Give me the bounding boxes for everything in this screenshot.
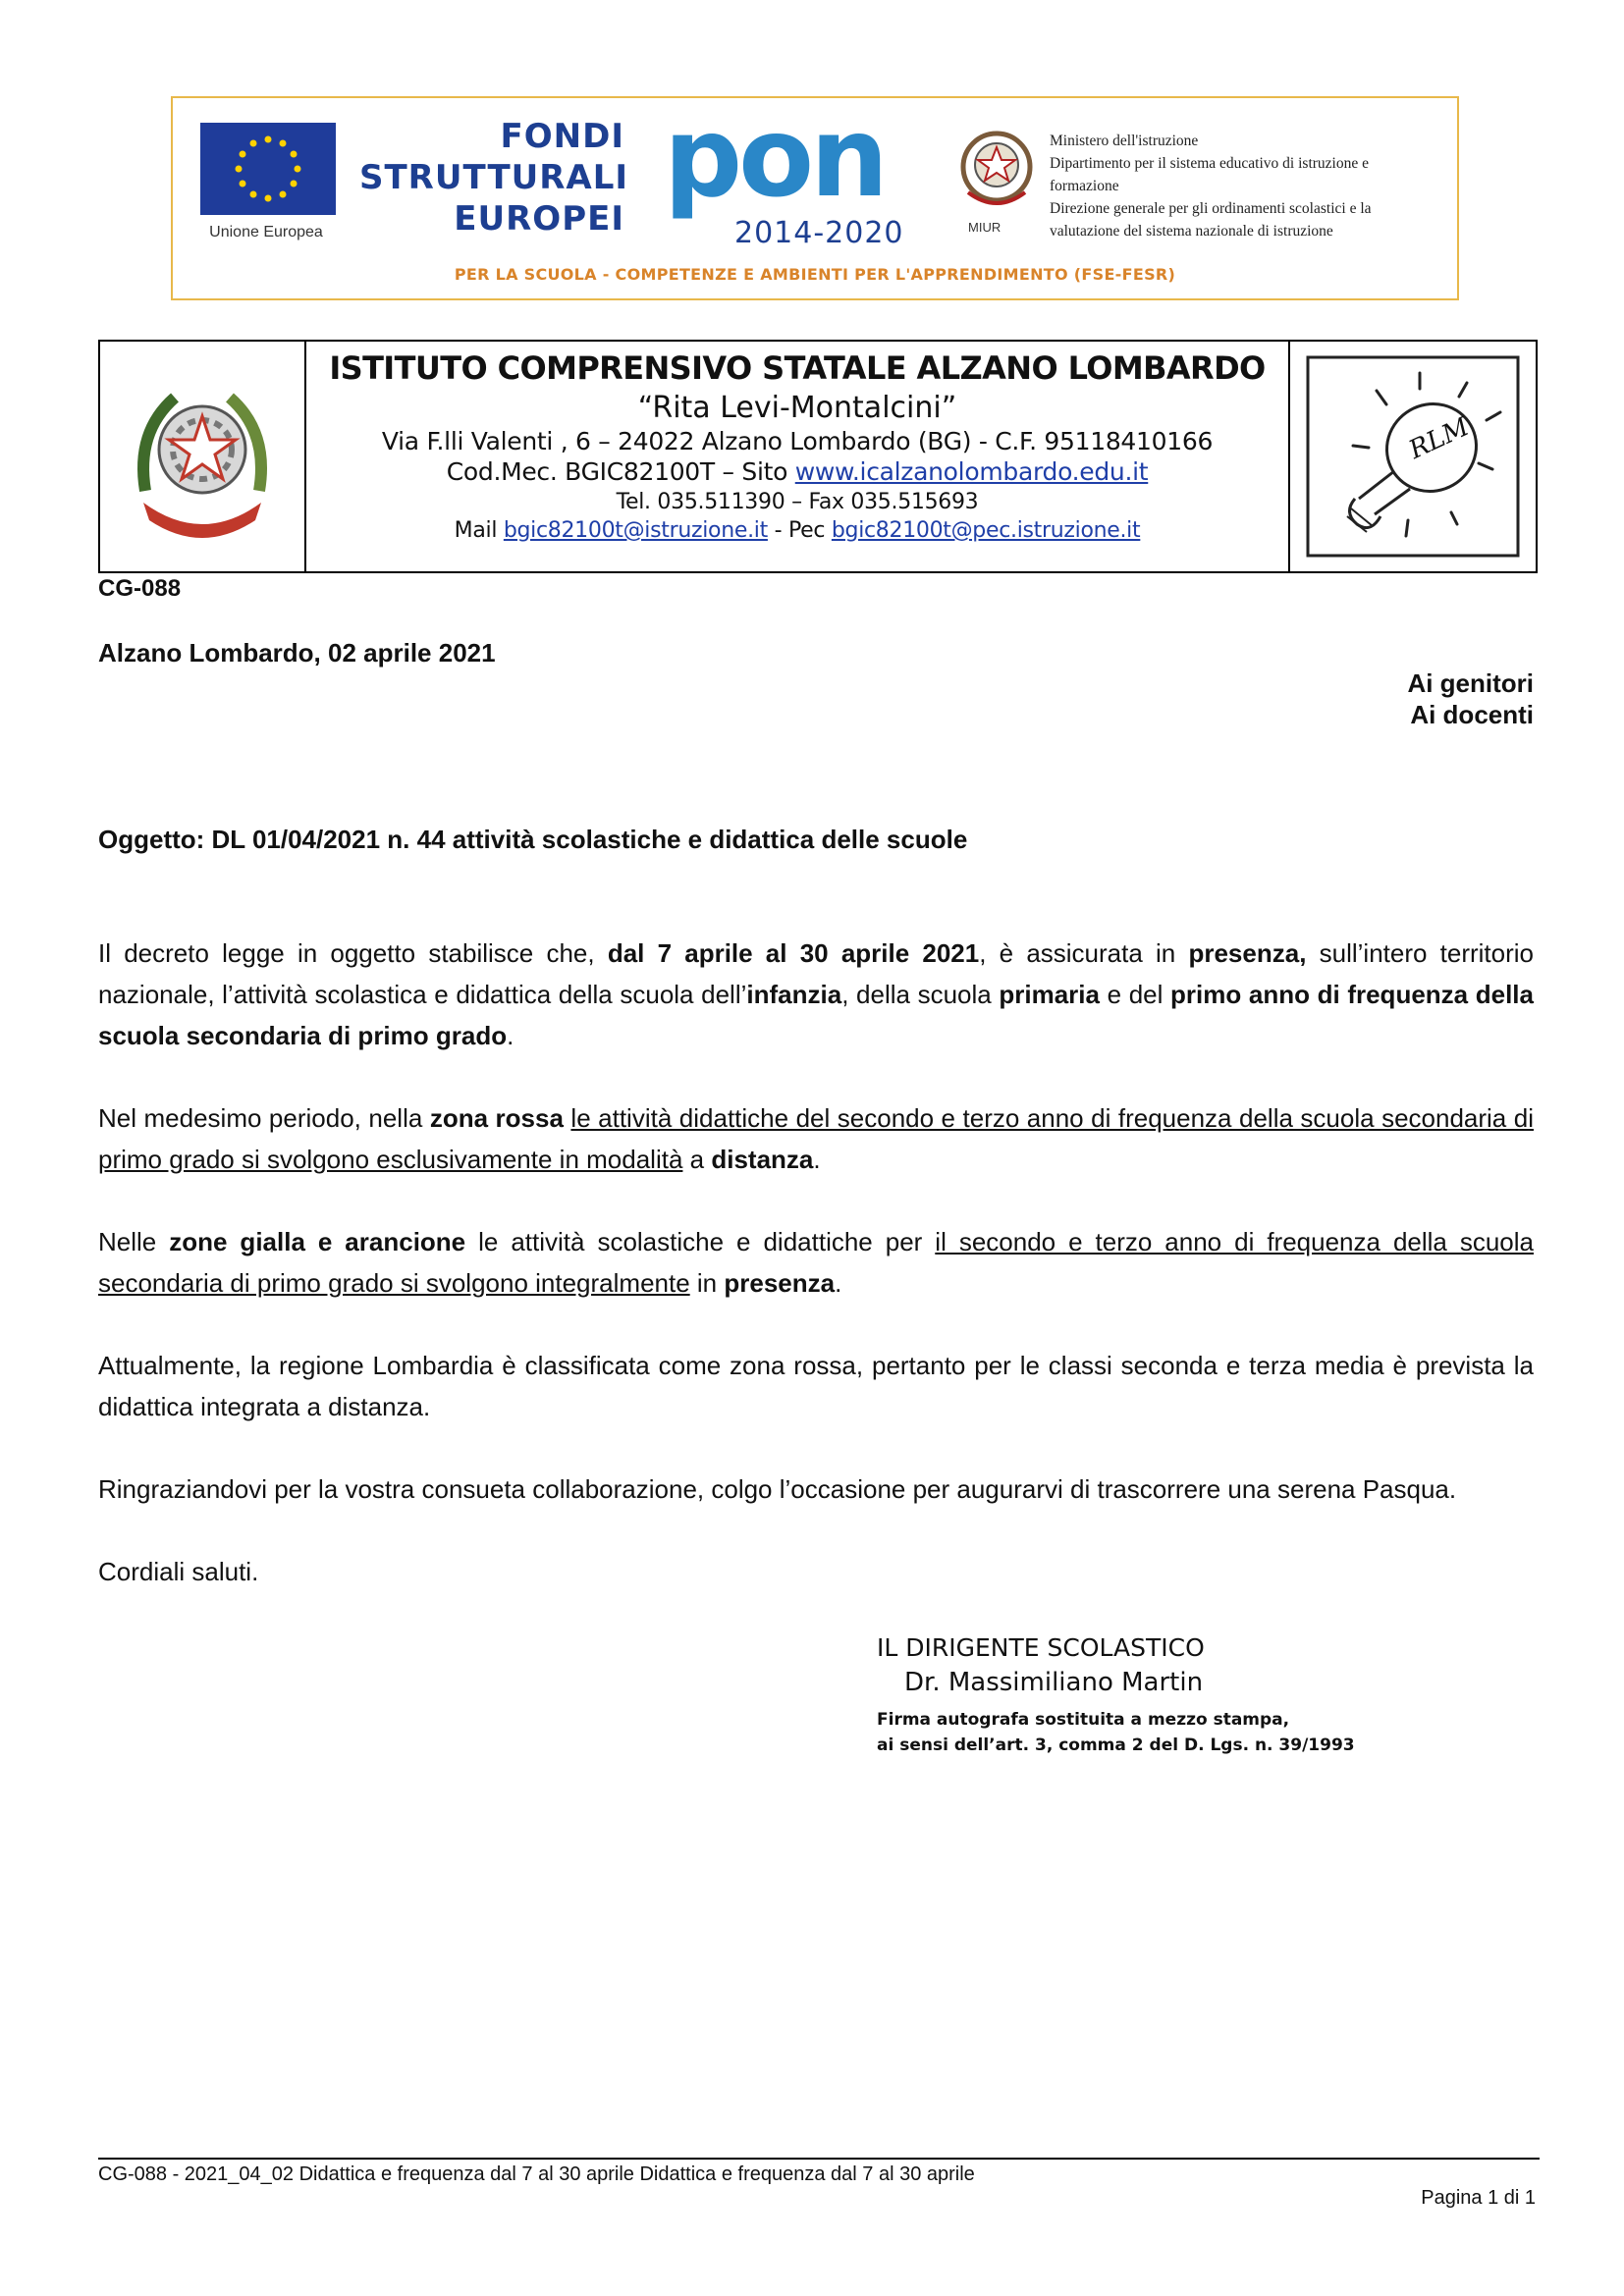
miur-emblem-icon [956,124,1037,210]
letter-date: Alzano Lombardo, 02 aprile 2021 [98,638,496,667]
paragraph-3: Nelle zone gialla e arancione le attività scolastiche e didattiche per il secondo e terzo anno di frequenza della scuola secondaria di primo grado si svolgono integralmente in presenza. [98,1227,1535,1298]
recipients [1407,667,1534,730]
fondi-strutturali-title: FONDI STRUTTURALI EUROPEI [359,117,629,239]
pon-years: 2014-2020 [734,216,904,250]
signature-title: IL DIRIGENTE SCOLASTICO [877,1633,1205,1662]
lightbulb-logo-icon [1300,351,1526,561]
signature-name: Dr. Massimiliano Martin [904,1668,1204,1697]
pon-banner [171,96,1459,300]
recipient-docenti: Ai docenti [1410,700,1534,729]
footer-page-number: Pagina 1 di 1 [1421,2187,1536,2209]
ministero-text: Ministero dell'istruzione Dipartimento per il sistema educativo di istruzione e formazione Direzione generale per gli ordinamenti scolastici e la valutazione del sistema nazionale di istruzione [1050,133,1372,240]
school-header [98,340,1538,573]
letter-subject: Oggetto: DL 01/04/2021 n. 44 attività scolastiche e didattica delle scuole [98,825,968,854]
footer-filename: CG-088 - 2021_04_02 Didattica e frequenza dal 7 al 30 aprile Didattica e frequenza dal 7 al 30 aprile [98,2163,975,2185]
eu-label: Unione Europea [209,224,323,240]
footer-divider [98,2158,1540,2160]
closing: Cordiali saluti. [98,1557,259,1586]
rlm-logo-cell [1288,342,1536,571]
paragraph-4: Attualmente, la regione Lombardia è classificata come zona rossa, pertanto per le classi seconda e terza media è prevista la didattica integrata a distanza. [98,1351,1534,1421]
paragraph-2: Nel medesimo periodo, nella zona rossa le attività didattiche del secondo e terzo anno di frequenza della scuola secondaria di primo grado si svolgono esclusivamente in modalità a distanza. [98,1103,1534,1174]
school-codmec-line: Cod.Mec. BGIC82100T – Sito www.icalzanolombardo.edu.it [446,457,1149,486]
miur-label: MIUR [968,220,1001,235]
school-subtitle: “Rita Levi-Montalcini” [637,391,957,425]
paragraph-5: Ringraziandovi per la vostra consueta collaborazione, colgo l’occasione per augurarvi di trascorrere una serena Pasqua. [98,1474,1457,1504]
eu-flag-icon [200,123,336,215]
pon-logo: pon [664,94,885,222]
rlm-logo-text: RLM [1404,411,1474,466]
school-mail-line: Mail bgic82100t@istruzione.it - Pec bgic82100t@pec.istruzione.it [454,518,1141,543]
paragraph-1: Il decreto legge in oggetto stabilisce che, dal 7 aprile al 30 aprile 2021, è assicurata in presenza, sull’intero territorio nazionale, l’attività scolastica e didattica della scuola dell’infanzia, della scuola primaria e del primo anno di frequenza della scuola secondaria di primo grado. [98,938,1535,1050]
signature-note: Firma autografa sostituita a mezzo stampa, ai sensi dell’art. 3, comma 2 del D. Lgs. n. 39/1993 [877,1710,1355,1755]
document-code: CG-088 [98,575,182,602]
school-website-link[interactable]: www.icalzanolombardo.edu.it [794,457,1149,486]
recipient-genitori: Ai genitori [1407,668,1534,698]
signature-block [877,1633,1355,1758]
school-phone: Tel. 035.511390 – Fax 035.515693 [616,490,979,514]
school-info [306,342,1288,543]
republic-emblem-cell [100,342,306,571]
school-name: ISTITUTO COMPRENSIVO STATALE ALZANO LOMBARDO [329,349,1266,387]
pon-caption: PER LA SCUOLA - COMPETENZE E AMBIENTI PER L'APPRENDIMENTO (FSE-FESR) [454,265,1176,284]
republic-emblem-icon [126,373,279,540]
school-address: Via F.lli Valenti , 6 – 24022 Alzano Lombardo (BG) - C.F. 95118410166 [381,427,1214,455]
school-pec-link[interactable]: bgic82100t@pec.istruzione.it [831,518,1141,543]
school-mail-link[interactable]: bgic82100t@istruzione.it [503,518,768,543]
